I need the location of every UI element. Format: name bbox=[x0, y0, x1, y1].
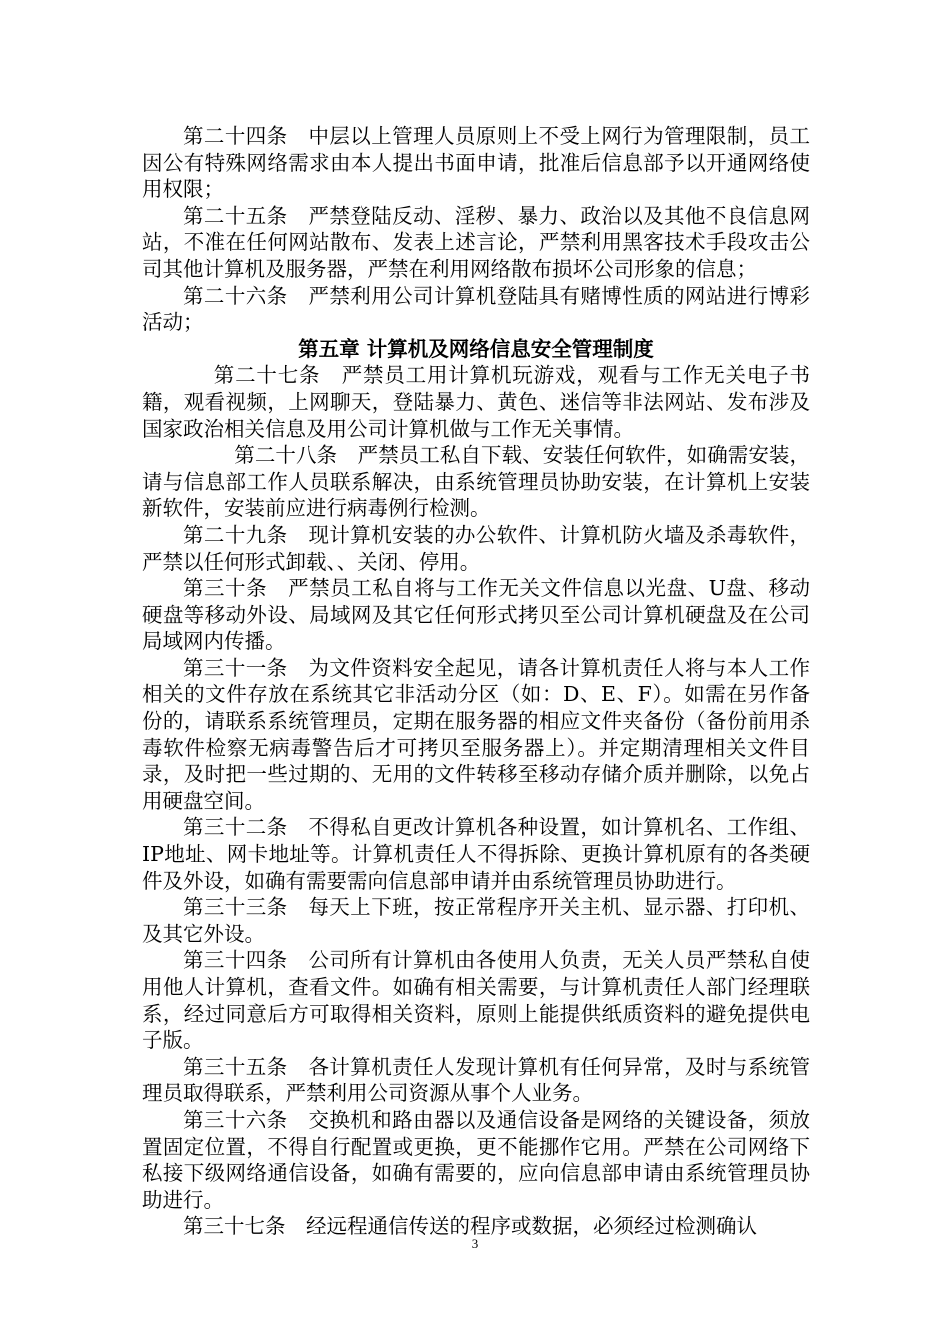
article-paragraph: 第三十六条 交换机和路由器以及通信设备是网络的关键设备，须放置固定位置，不得自行配置或更换，更不能挪作它用。严禁在公司网络下私接下级网络通信设备，如确有需要的，应向信息部申请由系统管理员协助进行。 bbox=[142, 1107, 810, 1212]
article-paragraph: 第三十七条 经远程通信传送的程序或数据，必须经过检测确认 bbox=[183, 1214, 757, 1239]
article-paragraph: 第三十条 严禁员工私自将与工作无关文件信息以光盘、U盘、移动硬盘等移动外设、局域网及其它任何形式拷贝至公司计算机硬盘及在公司局域网内传播。 bbox=[142, 576, 810, 654]
chapter-heading: 第五章 计算机及网络信息安全管理制度 bbox=[298, 336, 654, 361]
document-body bbox=[142, 123, 810, 1240]
page-number: 3 bbox=[471, 1236, 479, 1251]
article-paragraph: 第三十四条 公司所有计算机由各使用人负责，无关人员严禁私自使用他人计算机，查看文件。如确有相关需要，与计算机责任人部门经理联系，经过同意后方可取得相关资料，原则上能提供纸质资料的避免提供电子版。 bbox=[142, 948, 810, 1053]
article-paragraph: 第二十四条 中层以上管理人员原则上不受上网行为管理限制，员工因公有特殊网络需求由本人提出书面申请，批准后信息部予以开通网络使用权限； bbox=[142, 124, 810, 202]
article-paragraph: 第二十六条 严禁利用公司计算机登陆具有赌博性质的网站进行博彩活动； bbox=[142, 283, 810, 335]
article-paragraph: 第二十七条 严禁员工用计算机玩游戏，观看与工作无关电子书籍，观看视频，上网聊天，登陆暴力、黄色、迷信等非法网站、发布涉及国家政治相关信息及用公司计算机做与工作无关事情。 bbox=[142, 363, 810, 441]
article-paragraph: 第二十五条 严禁登陆反动、淫秽、暴力、政治以及其他不良信息网站，不准在任何网站散布、发表上述言论，严禁利用黑客技术手段攻击公司其他计算机及服务器，严禁在利用网络散布损坏公司形象的信息； bbox=[142, 203, 810, 281]
article-paragraph: 第三十五条 各计算机责任人发现计算机有任何异常，及时与系统管理员取得联系，严禁利用公司资源从事个人业务。 bbox=[142, 1054, 810, 1106]
article-paragraph: 第三十一条 为文件资料安全起见，请各计算机责任人将与本人工作相关的文件存放在系统其它非活动分区（如：D、E、F）。如需在另作备份的，请联系系统管理员，定期在服务器的相应文件夹备份（备份前用杀毒软件检察无病毒警告后才可拷贝至服务器上）。并定期清理相关文件目录，及时把一些过期的、无用的文件转移至移动存储介质并删除，以免占用硬盘空间。 bbox=[142, 655, 810, 813]
article-paragraph: 第二十九条 现计算机安装的办公软件、计算机防火墙及杀毒软件，严禁以任何形式卸载、、关闭、停用。 bbox=[142, 522, 810, 574]
article-paragraph: 第三十二条 不得私自更改计算机各种设置，如计算机名、工作组、IP地址、网卡地址等。计算机责任人不得拆除、更换计算机原有的各类硬件及外设，如确有需要需向信息部申请并由系统管理员协助进行。 bbox=[142, 815, 810, 893]
article-paragraph: 第三十三条 每天上下班，按正常程序开关主机、显示器、打印机、及其它外设。 bbox=[142, 895, 810, 946]
article-paragraph: 第二十八条 严禁员工私自下载、安装任何软件，如确需安装，请与信息部工作人员联系解决，由系统管理员协助安装，在计算机上安装新软件，安装前应进行病毒例行检测。 bbox=[142, 443, 810, 521]
